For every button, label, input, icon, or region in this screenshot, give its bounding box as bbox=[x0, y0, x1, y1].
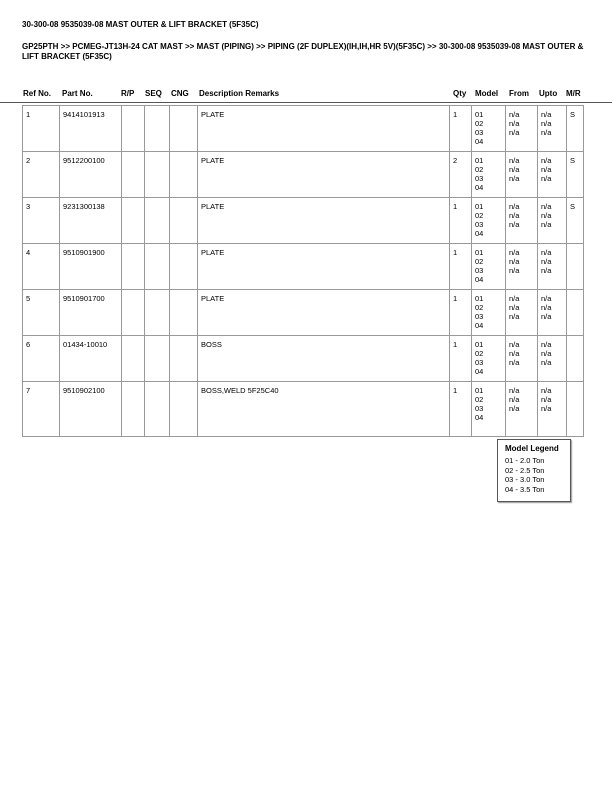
cell-model: 01 02 03 04 bbox=[472, 336, 506, 382]
table-row bbox=[23, 244, 584, 290]
cell-seq bbox=[145, 336, 170, 382]
cell-rp bbox=[122, 152, 145, 198]
cell-desc: PLATE bbox=[198, 244, 450, 290]
cell-rp bbox=[122, 198, 145, 244]
cell-from: n/a n/a n/a bbox=[506, 290, 538, 336]
cell-desc: PLATE bbox=[198, 152, 450, 198]
column-header: Description Remarks bbox=[199, 89, 280, 98]
cell-mr bbox=[567, 244, 584, 290]
cell-ref: 1 bbox=[23, 106, 60, 152]
cell-ref: 4 bbox=[23, 244, 60, 290]
cell-rp bbox=[122, 290, 145, 336]
cell-upto: n/a n/a n/a bbox=[538, 336, 567, 382]
legend-title: Model Legend bbox=[505, 444, 559, 453]
cell-model: 01 02 03 04 bbox=[472, 152, 506, 198]
table-row bbox=[23, 382, 584, 437]
column-header: CNG bbox=[171, 89, 189, 98]
cell-qty: 1 bbox=[450, 290, 472, 336]
cell-mr bbox=[567, 290, 584, 336]
cell-upto: n/a n/a n/a bbox=[538, 106, 567, 152]
cell-from: n/a n/a n/a bbox=[506, 382, 538, 437]
cell-qty: 1 bbox=[450, 382, 472, 437]
cell-part: 9414101913 bbox=[60, 106, 122, 152]
table-row bbox=[23, 290, 584, 336]
table-row bbox=[23, 152, 584, 198]
cell-desc: PLATE bbox=[198, 290, 450, 336]
cell-qty: 1 bbox=[450, 336, 472, 382]
cell-ref: 5 bbox=[23, 290, 60, 336]
cell-cng bbox=[170, 244, 198, 290]
legend-item: 01 - 2.0 Ton bbox=[505, 456, 545, 465]
cell-part: 9510902100 bbox=[60, 382, 122, 437]
cell-model: 01 02 03 04 bbox=[472, 198, 506, 244]
cell-seq bbox=[145, 382, 170, 437]
column-header: From bbox=[509, 89, 529, 98]
legend-item: 02 - 2.5 Ton bbox=[505, 465, 545, 475]
cell-rp bbox=[122, 244, 145, 290]
cell-ref: 6 bbox=[23, 336, 60, 382]
table-row bbox=[23, 106, 584, 152]
cell-upto: n/a n/a n/a bbox=[538, 152, 567, 198]
cell-cng bbox=[170, 152, 198, 198]
cell-part: 9510901900 bbox=[60, 244, 122, 290]
cell-rp bbox=[122, 382, 145, 437]
cell-qty: 1 bbox=[450, 198, 472, 244]
cell-upto: n/a n/a n/a bbox=[538, 244, 567, 290]
cell-upto: n/a n/a n/a bbox=[538, 198, 567, 244]
cell-ref: 2 bbox=[23, 152, 60, 198]
cell-desc: BOSS,WELD 5F25C40 bbox=[198, 382, 450, 437]
cell-qty: 1 bbox=[450, 106, 472, 152]
cell-desc: BOSS bbox=[198, 336, 450, 382]
cell-cng bbox=[170, 382, 198, 437]
cell-model: 01 02 03 04 bbox=[472, 244, 506, 290]
model-legend bbox=[497, 439, 571, 502]
cell-cng bbox=[170, 198, 198, 244]
cell-seq bbox=[145, 152, 170, 198]
column-header: R/P bbox=[121, 89, 135, 98]
breadcrumb: GP25PTH >> PCMEG-JT13H-24 CAT MAST >> MAST (PIPING) >> PIPING (2F DUPLEX)(IH,IH,HR 5V)(5F35C) >> 30-300-08 9535039-08 MAST OUTER & LIFT BRACKET (5F35C) bbox=[22, 42, 584, 61]
cell-ref: 3 bbox=[23, 198, 60, 244]
cell-from: n/a n/a n/a bbox=[506, 336, 538, 382]
legend-item: 04 - 3.5 Ton bbox=[505, 484, 545, 494]
column-header: Part No. bbox=[62, 89, 93, 98]
cell-upto: n/a n/a n/a bbox=[538, 290, 567, 336]
cell-cng bbox=[170, 106, 198, 152]
column-header: Model bbox=[475, 89, 499, 98]
cell-from: n/a n/a n/a bbox=[506, 152, 538, 198]
table-row bbox=[23, 336, 584, 382]
cell-mr: S bbox=[567, 106, 584, 152]
column-header: Qty bbox=[453, 89, 467, 98]
page-title: 30-300-08 9535039-08 MAST OUTER & LIFT BRACKET (5F35C) bbox=[22, 20, 259, 29]
cell-rp bbox=[122, 106, 145, 152]
cell-part: 9231300138 bbox=[60, 198, 122, 244]
cell-mr: S bbox=[567, 198, 584, 244]
cell-part: 9510901700 bbox=[60, 290, 122, 336]
column-header: M/R bbox=[566, 89, 581, 98]
cell-part: 01434-10010 bbox=[60, 336, 122, 382]
cell-upto: n/a n/a n/a bbox=[538, 382, 567, 437]
cell-ref: 7 bbox=[23, 382, 60, 437]
column-header: Ref No. bbox=[23, 89, 51, 98]
cell-seq bbox=[145, 290, 170, 336]
cell-from: n/a n/a n/a bbox=[506, 198, 538, 244]
cell-mr bbox=[567, 382, 584, 437]
cell-desc: PLATE bbox=[198, 198, 450, 244]
header-rule bbox=[0, 102, 612, 103]
cell-from: n/a n/a n/a bbox=[506, 106, 538, 152]
column-header: SEQ bbox=[145, 89, 162, 98]
cell-rp bbox=[122, 336, 145, 382]
cell-part: 9512200100 bbox=[60, 152, 122, 198]
cell-desc: PLATE bbox=[198, 106, 450, 152]
cell-qty: 1 bbox=[450, 244, 472, 290]
cell-from: n/a n/a n/a bbox=[506, 244, 538, 290]
column-header: Upto bbox=[539, 89, 558, 98]
cell-model: 01 02 03 04 bbox=[472, 106, 506, 152]
legend-item: 03 - 3.0 Ton bbox=[505, 475, 545, 484]
cell-model: 01 02 03 04 bbox=[472, 290, 506, 336]
table-row bbox=[23, 198, 584, 244]
cell-seq bbox=[145, 244, 170, 290]
cell-seq bbox=[145, 106, 170, 152]
cell-cng bbox=[170, 336, 198, 382]
cell-mr: S bbox=[567, 152, 584, 198]
cell-seq bbox=[145, 198, 170, 244]
cell-qty: 2 bbox=[450, 152, 472, 198]
parts-table bbox=[22, 105, 584, 437]
cell-model: 01 02 03 04 bbox=[472, 382, 506, 437]
cell-cng bbox=[170, 290, 198, 336]
cell-mr bbox=[567, 336, 584, 382]
